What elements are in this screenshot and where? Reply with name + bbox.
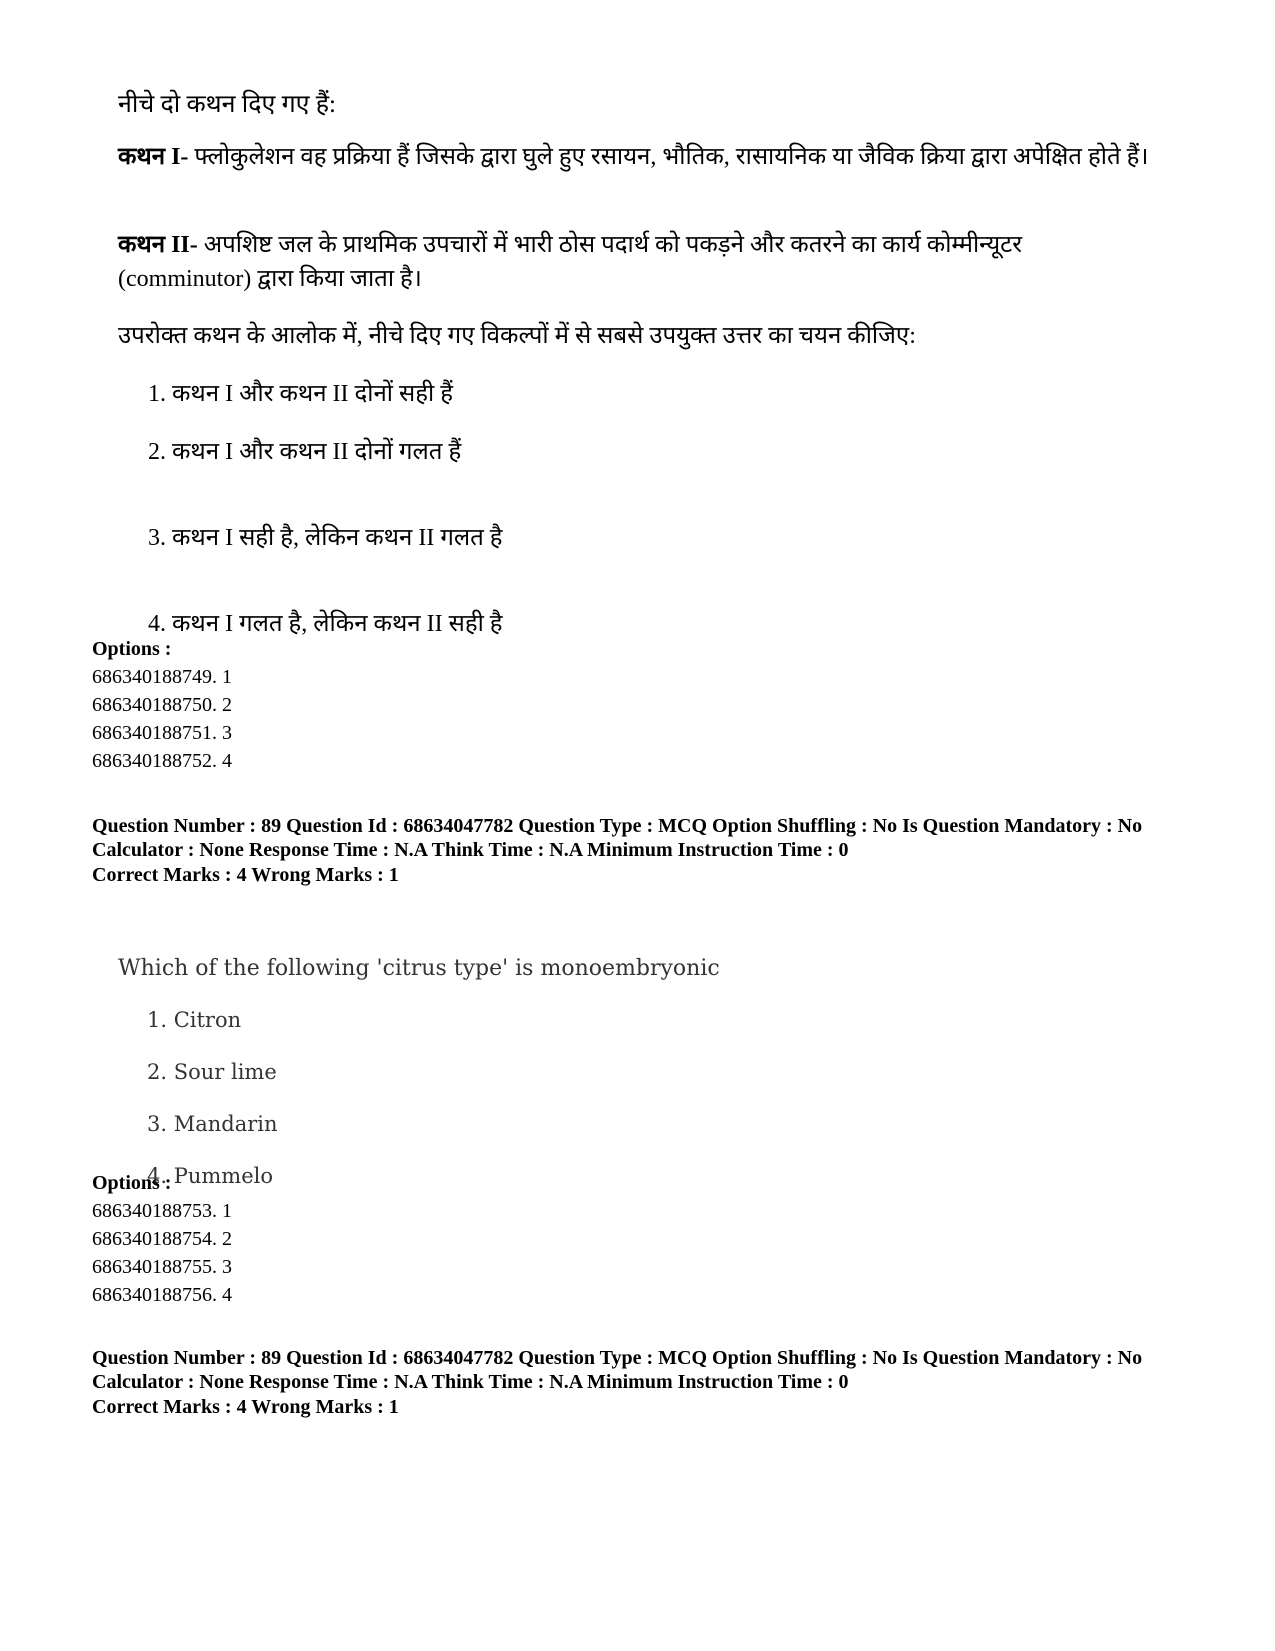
option-id: 686340188753. 1 [92, 1200, 232, 1222]
statement-1 [118, 140, 1158, 174]
options-heading: Options : [92, 638, 172, 660]
option-id: 686340188756. 4 [92, 1284, 232, 1306]
statement-2-label: कथन II- [118, 232, 198, 258]
question-text: Which of the following 'citrus type' is monoembryonic [118, 956, 720, 981]
question-intro: नीचे दो कथन दिए गए हैं: [118, 91, 336, 118]
choice-4: 4. कथन I गलत है, लेकिन कथन II सही है [148, 611, 503, 637]
option-id: 686340188754. 2 [92, 1228, 232, 1250]
question-meta: Question Number : 89 Question Id : 68634047782 Question Type : MCQ Option Shuffling : No Is Question Mandatory : No Calculator : None Response Time : N.A Think Time : N.A Minimum Instruction Time : 0 [92, 1347, 1143, 1393]
option-id: 686340188755. 3 [92, 1256, 232, 1278]
options-heading: Options : [92, 1172, 172, 1194]
question-prompt: उपरोक्त कथन के आलोक में, नीचे दिए गए विकल्पों में से सबसे उपयुक्त उत्तर का चयन कीजिए: [118, 323, 916, 349]
choice-1: 1. Citron [147, 1008, 242, 1032]
choice-2: 2. Sour lime [147, 1060, 277, 1084]
choice-4: 4. Pummelo [147, 1164, 273, 1188]
option-id: 686340188750. 2 [92, 694, 232, 716]
option-id: 686340188752. 4 [92, 750, 232, 772]
choice-3: 3. कथन I सही है, लेकिन कथन II गलत है [148, 525, 503, 551]
choice-1: 1. कथन I और कथन II दोनों सही हैं [148, 381, 453, 407]
option-id: 686340188751. 3 [92, 722, 232, 744]
statement-1-label: कथन I- [118, 144, 189, 170]
choice-3: 3. Mandarin [147, 1112, 278, 1136]
option-id: 686340188749. 1 [92, 666, 232, 688]
question-marks: Correct Marks : 4 Wrong Marks : 1 [92, 864, 399, 886]
question-marks: Correct Marks : 4 Wrong Marks : 1 [92, 1396, 399, 1418]
statement-2 [118, 228, 1158, 296]
statement-1-text: फ्लोकुलेशन वह प्रक्रिया हैं जिसके द्वारा घुले हुए रसायन, भौतिक, रासायनिक या जैविक क्रिया द्वारा अपेक्षित होते हैं। [194, 144, 1149, 170]
statement-2-text: अपशिष्ट जल के प्राथमिक उपचारों में भारी ठोस पदार्थ को पकड़ने और कतरने का कार्य कोम्मीन्यूटर (comminutor) द्वारा किया जाता है। [118, 232, 1023, 292]
question-meta: Question Number : 89 Question Id : 68634047782 Question Type : MCQ Option Shuffling : No Is Question Mandatory : No Calculator : None Response Time : N.A Think Time : N.A Minimum Instruction Time : 0 [92, 815, 1143, 861]
choice-2: 2. कथन I और कथन II दोनों गलत हैं [148, 439, 462, 465]
